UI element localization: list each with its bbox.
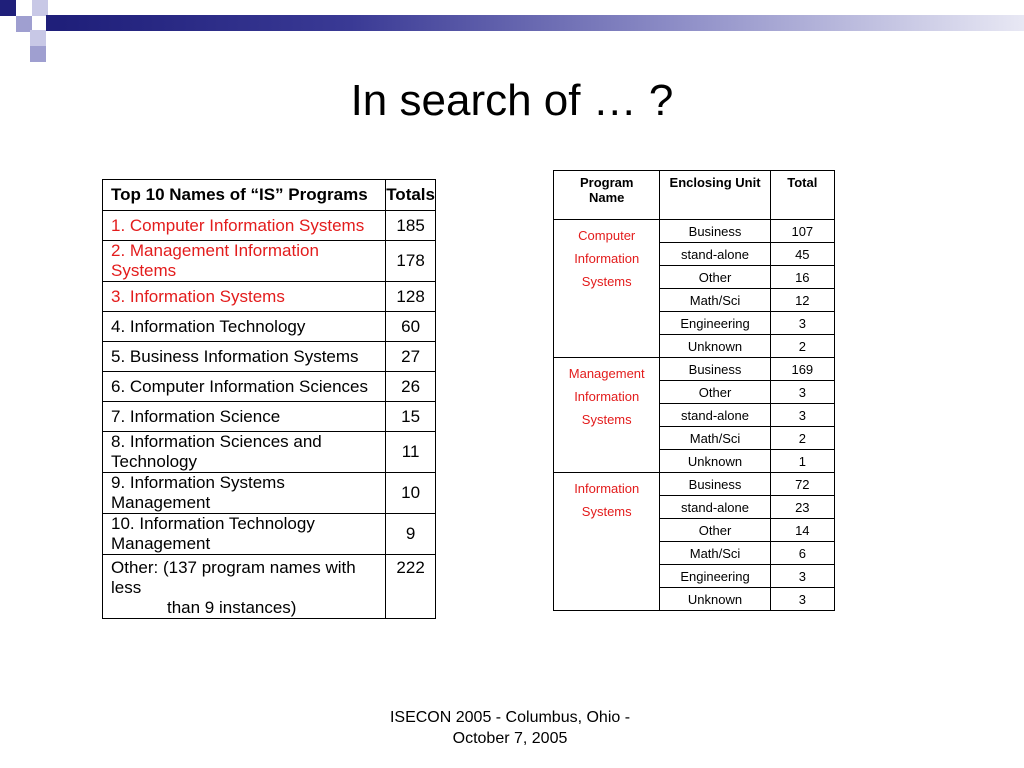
unit-total-cell: 2 xyxy=(770,427,834,450)
table-row xyxy=(103,211,436,241)
unit-total-cell: 16 xyxy=(770,266,834,289)
unit-total-cell: 6 xyxy=(770,542,834,565)
table-row xyxy=(103,241,436,282)
program-name-line: Information xyxy=(574,389,640,404)
slide-title: In search of … ? xyxy=(350,76,674,125)
program-name-line: Information xyxy=(574,481,640,496)
decor-square xyxy=(0,0,16,16)
program-name-cell: 3. Information Systems xyxy=(103,282,386,312)
decor-square xyxy=(32,0,48,16)
unit-total-cell: 2 xyxy=(770,335,834,358)
program-name-cell: 9. Information Systems Management xyxy=(103,473,386,514)
table-row xyxy=(103,372,436,402)
enclosing-unit-cell: Math/Sci xyxy=(660,289,770,312)
unit-total-cell: 169 xyxy=(770,358,834,381)
enclosing-unit-cell: stand-alone xyxy=(660,404,770,427)
table-row xyxy=(554,220,835,243)
program-name-cell: 5. Business Information Systems xyxy=(103,342,386,372)
program-name-cell: 4. Information Technology xyxy=(103,312,386,342)
program-name-cell xyxy=(554,358,660,473)
program-total-cell: 15 xyxy=(386,402,436,432)
program-name-cell: 1. Computer Information Systems xyxy=(103,211,386,241)
decor-square xyxy=(30,46,46,62)
unit-total-cell: 3 xyxy=(770,404,834,427)
program-total-cell: 27 xyxy=(386,342,436,372)
unit-total-cell: 45 xyxy=(770,243,834,266)
program-total-cell: 9 xyxy=(386,514,436,555)
program-name-line: Systems xyxy=(581,412,632,427)
slide-footer: ISECON 2005 - Columbus, Ohio - October 7, 2005 xyxy=(389,709,631,747)
enclosing-unit-cell: Unknown xyxy=(660,450,770,473)
unit-total-cell: 1 xyxy=(770,450,834,473)
unit-total-cell: 3 xyxy=(770,381,834,404)
table-row xyxy=(103,342,436,372)
enclosing-unit-cell: Other xyxy=(660,519,770,542)
program-name-cell: 2. Management Information Systems xyxy=(103,241,386,282)
program-name-cell: 6. Computer Information Sciences xyxy=(103,372,386,402)
enclosing-unit-cell: Other xyxy=(660,381,770,404)
unit-total-cell: 107 xyxy=(770,220,834,243)
program-total-cell: 60 xyxy=(386,312,436,342)
program-name-line: Systems xyxy=(581,504,632,519)
table-header-row xyxy=(103,180,436,211)
other-programs-cell xyxy=(103,555,386,619)
other-total-cell: 222 xyxy=(386,555,436,619)
unit-total-cell: 14 xyxy=(770,519,834,542)
program-total-cell: 11 xyxy=(386,432,436,473)
unit-total-cell: 72 xyxy=(770,473,834,496)
table-header-row xyxy=(554,171,835,220)
decor-square xyxy=(62,0,78,15)
table-row xyxy=(103,514,436,555)
program-total-cell: 10 xyxy=(386,473,436,514)
program-name-line: Systems xyxy=(581,274,632,289)
table-row xyxy=(103,473,436,514)
top10-programs-table xyxy=(102,179,436,619)
program-name-cell xyxy=(554,473,660,611)
enclosing-unit-cell: Engineering xyxy=(660,565,770,588)
table-row xyxy=(103,402,436,432)
unit-total-cell: 3 xyxy=(770,565,834,588)
table-row xyxy=(554,358,835,381)
enclosing-unit-cell: Math/Sci xyxy=(660,427,770,450)
column-header-unit: Enclosing Unit xyxy=(660,171,770,220)
enclosing-unit-cell: Unknown xyxy=(660,335,770,358)
program-total-cell: 128 xyxy=(386,282,436,312)
program-name-cell xyxy=(554,220,660,358)
program-name-line: Management xyxy=(568,366,645,381)
enclosing-unit-cell: Other xyxy=(660,266,770,289)
decor-square xyxy=(30,30,46,46)
enclosing-unit-cell: stand-alone xyxy=(660,243,770,266)
program-name-line: Information xyxy=(574,251,640,266)
enclosing-unit-cell: Business xyxy=(660,220,770,243)
program-name-line: Computer xyxy=(578,228,636,243)
header-gradient-bar xyxy=(62,15,1024,31)
other-line1: Other: (137 program names with less xyxy=(111,558,356,597)
decor-square xyxy=(46,15,62,31)
program-total-cell: 178 xyxy=(386,241,436,282)
unit-total-cell: 3 xyxy=(770,312,834,335)
unit-total-cell: 3 xyxy=(770,588,834,611)
program-name-cell: 8. Information Sciences and Technology xyxy=(103,432,386,473)
enclosing-unit-cell: stand-alone xyxy=(660,496,770,519)
enclosing-unit-cell: Engineering xyxy=(660,312,770,335)
table-row-other xyxy=(103,555,436,619)
enclosing-unit-cell: Math/Sci xyxy=(660,542,770,565)
column-header-program: Program Name xyxy=(554,171,660,220)
enclosing-unit-cell: Unknown xyxy=(660,588,770,611)
column-header-totals: Totals xyxy=(386,180,436,211)
enclosing-unit-cell: Business xyxy=(660,473,770,496)
program-total-cell: 185 xyxy=(386,211,436,241)
table-row xyxy=(103,312,436,342)
column-header-name: Top 10 Names of “IS” Programs xyxy=(103,180,386,211)
table-row xyxy=(103,282,436,312)
unit-total-cell: 23 xyxy=(770,496,834,519)
enclosing-unit-cell: Business xyxy=(660,358,770,381)
enclosing-unit-table xyxy=(553,170,835,611)
program-total-cell: 26 xyxy=(386,372,436,402)
table-row xyxy=(554,473,835,496)
program-name-cell: 7. Information Science xyxy=(103,402,386,432)
column-header-total: Total xyxy=(770,171,834,220)
table-row xyxy=(103,432,436,473)
program-name-cell: 10. Information Technology Management xyxy=(103,514,386,555)
unit-total-cell: 12 xyxy=(770,289,834,312)
other-line2: than 9 instances) xyxy=(167,598,297,617)
